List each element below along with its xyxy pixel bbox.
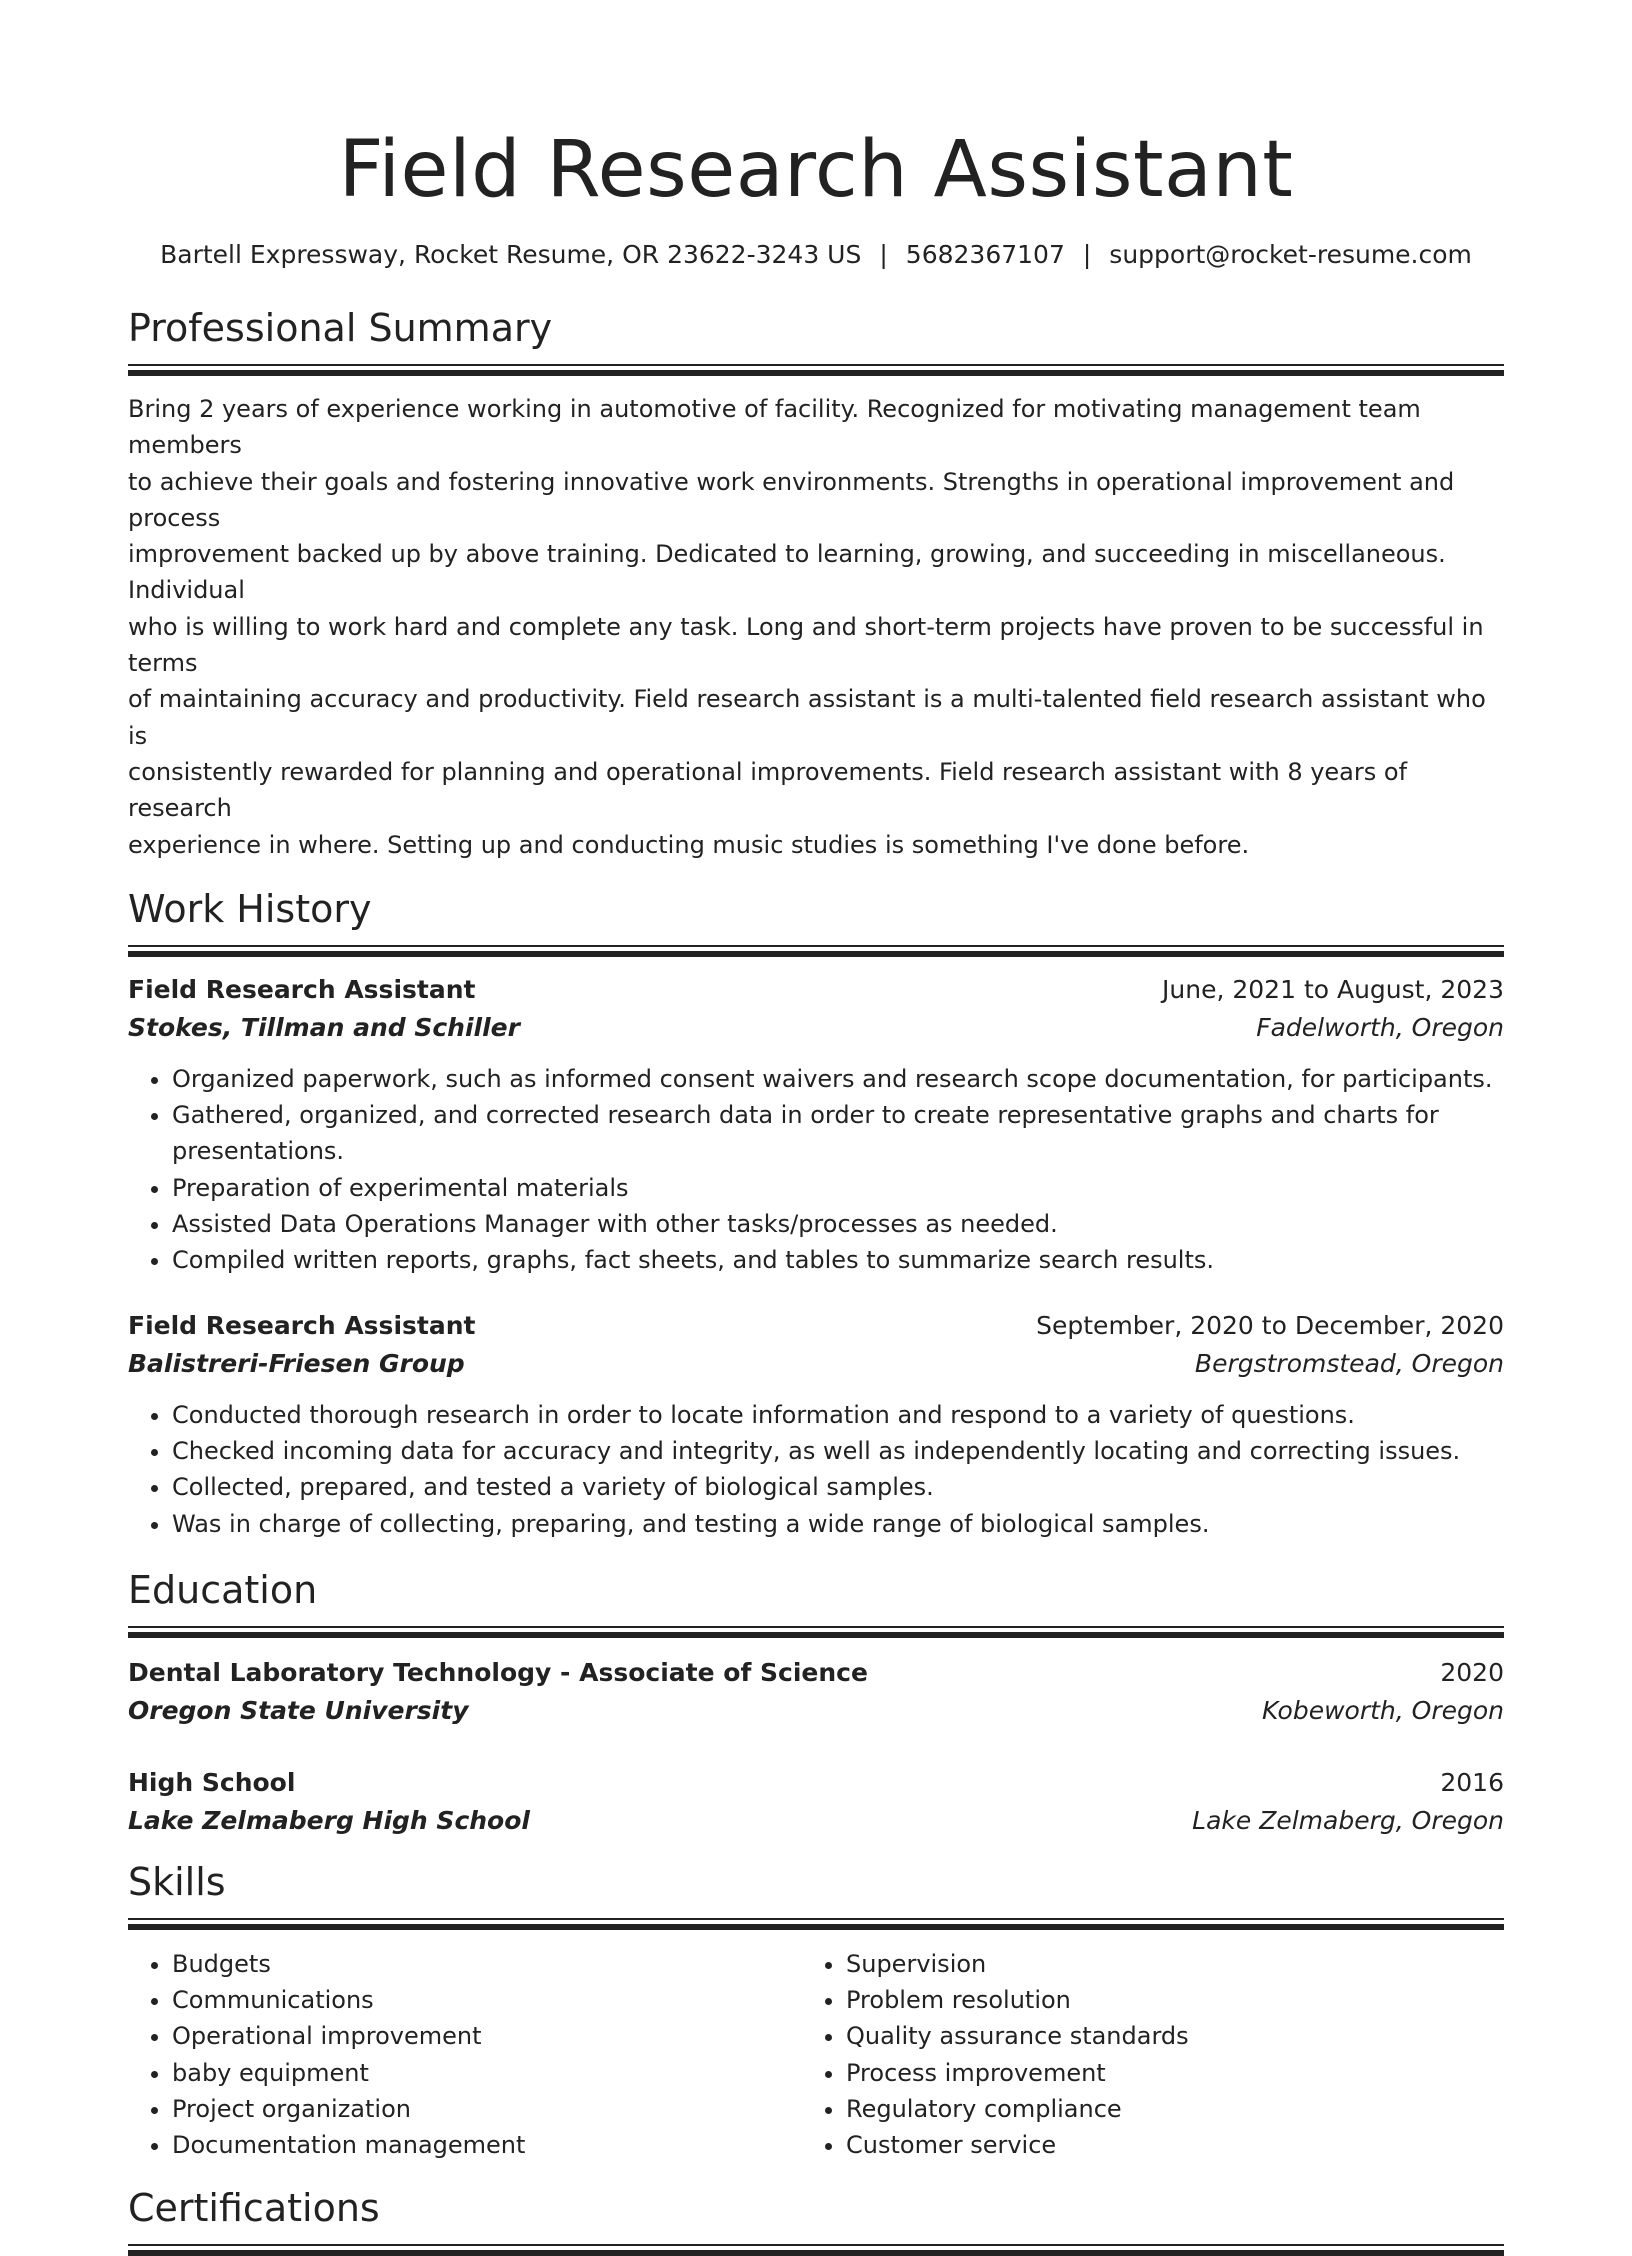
contact-separator: |: [879, 240, 888, 269]
section-divider: [128, 945, 1504, 957]
list-item: • Conducted thorough research in order to locate information and respond to a variety of questions.: [172, 1397, 1504, 1433]
education-school: Lake Zelmaberg High School: [128, 1805, 530, 1835]
summary-line: experience in where. Setting up and conducting music studies is something I've done before.: [128, 830, 1250, 859]
education-year: 2020: [1440, 1657, 1504, 1687]
skills-list-right: [802, 1946, 1476, 2164]
contact-phone: 5682367107: [905, 240, 1065, 269]
work-section: [128, 885, 1504, 1542]
section-divider: [128, 1626, 1504, 1638]
summary-line: improvement backed up by above training. Dedicated to learning, growing, and succeeding in miscellaneous. Individual: [128, 540, 1446, 605]
skill-item: • Documentation management: [172, 2127, 802, 2163]
education-degree: High School: [128, 1767, 296, 1797]
summary-section: [128, 304, 1504, 863]
summary-line: consistently rewarded for planning and operational improvements. Field research assistant with 8 years of research: [128, 757, 1408, 823]
skill-item: • Budgets: [172, 1946, 802, 1982]
summary-text: [128, 391, 1504, 863]
job-bullets: [128, 1061, 1504, 1279]
job-title: Field Research Assistant: [128, 974, 476, 1004]
list-item: • Compiled written reports, graphs, fact sheets, and tables to summarize search results.: [172, 1242, 1504, 1278]
list-item: • Gathered, organized, and corrected research data in order to create representative graphs and charts for presentations.: [172, 1097, 1504, 1170]
skill-item: • Problem resolution: [846, 1982, 1476, 2018]
education-school: Oregon State University: [128, 1695, 469, 1725]
section-heading: Professional Summary: [128, 306, 553, 350]
contact-separator: |: [1082, 240, 1092, 269]
skills-section: [128, 1858, 1504, 2164]
education-location: Lake Zelmaberg, Oregon: [1192, 1805, 1504, 1835]
list-item: • Collected, prepared, and tested a variety of biological samples.: [172, 1469, 1504, 1505]
section-heading: Skills: [128, 1859, 226, 1904]
summary-line: of maintaining accuracy and productivity. Field research assistant is a multi-talented field research assistant who is: [128, 685, 1486, 750]
skill-item: • Customer service: [846, 2127, 1476, 2163]
job-company: Stokes, Tillman and Schiller: [128, 1012, 520, 1042]
job-bullets: [128, 1397, 1504, 1542]
contact-line: [128, 238, 1504, 272]
skill-item: • Supervision: [846, 1946, 1476, 1982]
list-item: • Assisted Data Operations Manager with other tasks/processes as needed.: [172, 1206, 1504, 1242]
skill-item: • Process improvement: [846, 2055, 1476, 2091]
job-company: Balistreri-Friesen Group: [128, 1348, 465, 1378]
job-entry: [128, 971, 1504, 1279]
list-item: • Checked incoming data for accuracy and integrity, as well as independently locating and correcting issues.: [172, 1433, 1504, 1469]
job-dates: September, 2020 to December, 2020: [1036, 1310, 1504, 1340]
section-heading: Work History: [128, 886, 372, 931]
education-year: 2016: [1440, 1767, 1504, 1797]
certifications-section: [128, 2184, 1504, 2256]
education-section: [128, 1566, 1504, 1840]
skill-item: • Communications: [172, 1982, 802, 2018]
job-dates: June, 2021 to August, 2023: [1162, 974, 1504, 1004]
list-item: • Organized paperwork, such as informed consent waivers and research scope documentation, for participants.: [172, 1061, 1504, 1097]
summary-line: Bring 2 years of experience working in automotive of facility. Recognized for motivating management team members: [128, 395, 1421, 460]
education-location: Kobeworth, Oregon: [1262, 1695, 1504, 1725]
summary-line: who is willing to work hard and complete any task. Long and short-term projects have proven to be successful in terms: [128, 612, 1484, 678]
education-entry: [128, 1764, 1504, 1840]
contact-email: support@rocket-resume.com: [1109, 240, 1472, 269]
skill-item: • Regulatory compliance: [846, 2091, 1476, 2127]
skills-columns: [128, 1946, 1504, 2164]
section-divider: [128, 1918, 1504, 1930]
job-title: Field Research Assistant: [128, 1310, 476, 1340]
job-entry: [128, 1307, 1504, 1542]
skill-item: • Operational improvement: [172, 2018, 802, 2054]
education-degree: Dental Laboratory Technology - Associate of Science: [128, 1657, 868, 1687]
list-item: • Preparation of experimental materials: [172, 1170, 1504, 1206]
resume-title: Field Research Assistant: [338, 125, 1294, 215]
skill-item: • Quality assurance standards: [846, 2018, 1476, 2054]
skills-list-left: [128, 1946, 802, 2164]
list-item: • Was in charge of collecting, preparing, and testing a wide range of biological samples.: [172, 1506, 1504, 1542]
summary-line: to achieve their goals and fostering innovative work environments. Strengths in operational improvement and process: [128, 467, 1455, 532]
section-heading: Certifications: [128, 2185, 380, 2230]
skill-item: • Project organization: [172, 2091, 802, 2127]
section-divider: [128, 2244, 1504, 2256]
skill-item: • baby equipment: [172, 2055, 802, 2091]
section-divider: [128, 364, 1504, 376]
education-entry: [128, 1654, 1504, 1730]
section-heading: Education: [128, 1567, 318, 1612]
job-location: Fadelworth, Oregon: [1256, 1012, 1504, 1042]
contact-address: Bartell Expressway, Rocket Resume, OR 23622-3243 US: [160, 240, 862, 269]
job-location: Bergstromstead, Oregon: [1194, 1348, 1504, 1378]
